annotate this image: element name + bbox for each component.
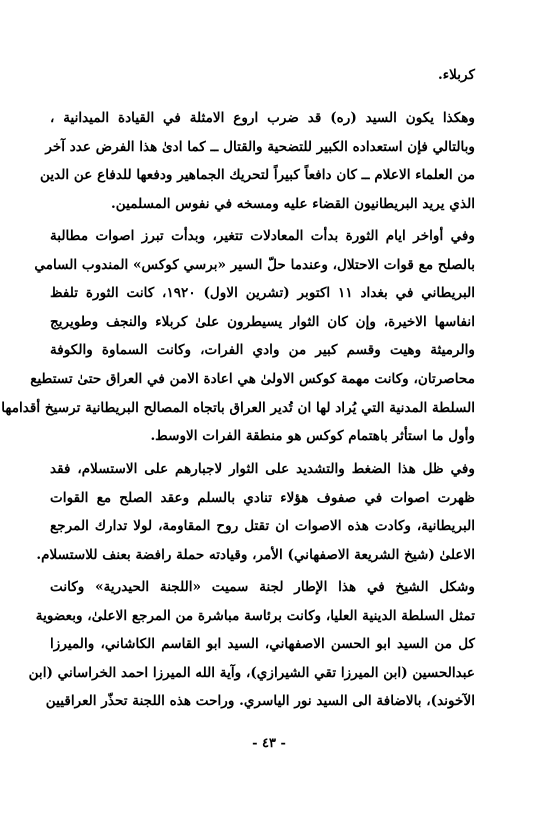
text-line: محاصرتان، وكانت مهمة كوكس الاولىٰ هي اعادة الامن في العراق حتىٰ تستطيع [30,370,475,387]
text-line: كل من السيد ابو الحسن الاصفهاني، السيد ابو القاسم الكاشاني، والميرزا [50,636,475,653]
text-line: وبالتالي فإن استعداده الكبير للتضحية والقتال ــ كما ادىٰ هذا الفرض عدد آخر [45,138,475,155]
paragraph-5 [28,573,475,716]
text-line: وفي ظل هذا الضغط والتشديد على الثوار لاجبارهم على الاستسلام، فقد [50,461,475,477]
paragraph-1 [50,61,475,90]
text-line: والرميثة وهيت وقسم كبير من وادي الفرات، وكانت السماوة والكوفة [50,342,475,359]
text-line: انفاسها الاخيرة، وإن كان الثوار يسيطرون علىٰ كربلاء والنجف وطويريج [50,313,475,330]
text-line: ظهرت اصوات في صفوف هؤلاء تنادي بالسلم وعقد الصلح مع القوات [50,489,475,506]
text-line: تمثل السلطة الدينية العليا، وكانت برئاسة مباشرة من المرجع الاعلىٰ، وبعضوية [35,607,475,624]
paragraph-3 [1,222,476,451]
text-line: وأول ما استأثر باهتمام كوكس هو منطقة الفرات الاوسط. [150,428,475,445]
text-line: بالصلح مع قوات الاحتلال، وعندما حلّ السير «برسي كوكس» المندوب السامي [34,256,475,273]
text-line: كربلاء. [438,67,475,83]
paragraph-2 [40,104,475,218]
text-line: الاعلىٰ (شيخ الشريعة الاصفهاني) الأمر، وقيادته حملة رافضة بعنف للاستسلام. [36,546,475,563]
text-line: السلطة المدنية التي يُراد لها ان تُدير العراق باتجاه المصالح البريطانية ترسيخ أقدامها [1,399,475,416]
text-line: البريطاني في بغداد ١١ اكتوبر (تشرين الاول) ١٩٢٠، كانت الثورة تلفظ [50,285,476,302]
text-line: عبدالحسين (ابن الميرزا تقي الشيرازي)، وآية الله الميرزا احمد الخراساني (ابن [28,664,475,681]
text-line: الذي يريد البريطانيون القضاء عليه ومسخه في نفوس المسلمين. [111,195,475,212]
text-line: وشكل الشيخ في هذا الإطار لجنة سميت «اللجنة الحيدرية» وكانت [50,579,475,595]
text-line: الآخوند)، بالاضافة الى السيد نور الياسري. وراحت هذه اللجنة تحذّر العراقيين [45,693,475,710]
text-line: وهكذا يكون السيد (ره) قد ضرب اروع الامثلة في القيادة الميدانية ، [50,110,475,126]
page-number: - ٤٣ - [252,736,286,751]
text-line: من العلماء الاعلام ــ كان دافعاً كبيراً لتحريك الجماهير ودفعها للدفاع عن الدين [40,167,475,184]
text-line: البريطانية، وكادت هذه الاصوات ان تقتل روح المقاومة، لولا تدارك المرجع [50,518,475,535]
text-line: وفي أواخر ايام الثورة بدأت المعادلات تتغير، وبدأت تبرز اصوات مطالبة [50,228,475,244]
paragraph-4 [36,455,475,569]
